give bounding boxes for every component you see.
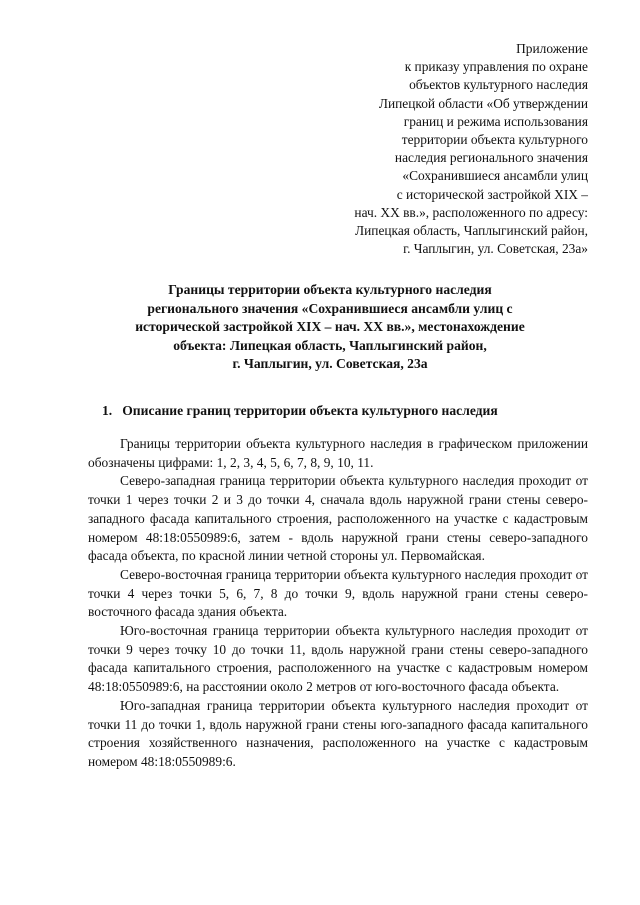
appendix-block <box>288 40 588 258</box>
appendix-line: с исторической застройкой XIX – <box>396 186 588 202</box>
appendix-line: Приложение <box>516 41 588 56</box>
title-line: объекта: Липецкая область, Чаплыгинский район, <box>173 337 487 353</box>
appendix-line: наследия регионального значения <box>394 150 588 166</box>
appendix-line: границ и режима использования <box>403 113 588 129</box>
section-heading-text: Описание границ территории объекта культурного наследия <box>122 403 498 418</box>
appendix-line: объектов культурного наследия <box>409 77 588 93</box>
appendix-line: «Сохранившиеся ансамбли улиц <box>402 168 588 184</box>
appendix-line: к приказу управления по охране <box>404 59 588 75</box>
title-line: г. Чаплыгин, ул. Советская, 23а <box>232 356 428 372</box>
paragraph: Юго-восточная граница территории объекта культурного наследия проходит от точки 9 через точку 10 до точки 11, вдоль наружной грани стены северо-западного фасада капитального строения, расположенного на участке с кадастровым номером 48:18:0550989:6, на расстоянии около 2 метров от юго-восточного фасада объекта. <box>88 623 588 695</box>
appendix-line: территории объекта культурного <box>401 132 588 148</box>
appendix-line: г. Чаплыгин, ул. Советская, 23а» <box>403 241 588 257</box>
paragraph: Границы территории объекта культурного наследия в графическом приложении обозначены цифрами: 1, 2, 3, 4, 5, 6, 7, 8, 9, 10, 11. <box>88 436 588 470</box>
paragraph: Юго-западная граница территории объекта культурного наследия проходит от точки 11 до точки 1, вдоль наружной грани стены юго-западного фасада капитального строения хозяйственного назначения, расположенного на участке с кадастровым номером 48:18:0550989:6. <box>88 697 588 769</box>
paragraph: Северо-западная граница территории объекта культурного наследия проходит от точки 1 через точки 2 и 3 до точки 4, сначала вдоль наружной грани стены северо-западного фасада капитального строения, расположенного на участке с кадастровым номером 48:18:0550989:6, затем - вдоль наружной грани стены северо-западного фасада объекта, по красной линии четной стороны ул. Первомайская. <box>88 473 588 564</box>
section-number: 1. <box>102 403 113 418</box>
appendix-line: Липецкая область, Чаплыгинский район, <box>355 223 588 239</box>
title-line: исторической застройкой XIX – нач. XX вв.», местонахождение <box>135 319 525 335</box>
appendix-line: Липецкой области «Об утверждении <box>378 95 588 111</box>
paragraph: Северо-восточная граница территории объекта культурного наследия проходит от точки 4 через точки 5, 6, 7, 8 до точки 9, вдоль наружной грани стены северо-восточного фасада здания объекта. <box>88 566 588 620</box>
appendix-line: нач. XX вв.», расположенного по адресу: <box>354 204 588 220</box>
title-line: регионального значения «Сохранившиеся ансамбли улиц с <box>147 300 513 316</box>
title-line: Границы территории объекта культурного наследия <box>168 282 492 297</box>
body-text <box>88 435 588 772</box>
section-heading <box>102 403 498 419</box>
document-title <box>60 281 600 374</box>
